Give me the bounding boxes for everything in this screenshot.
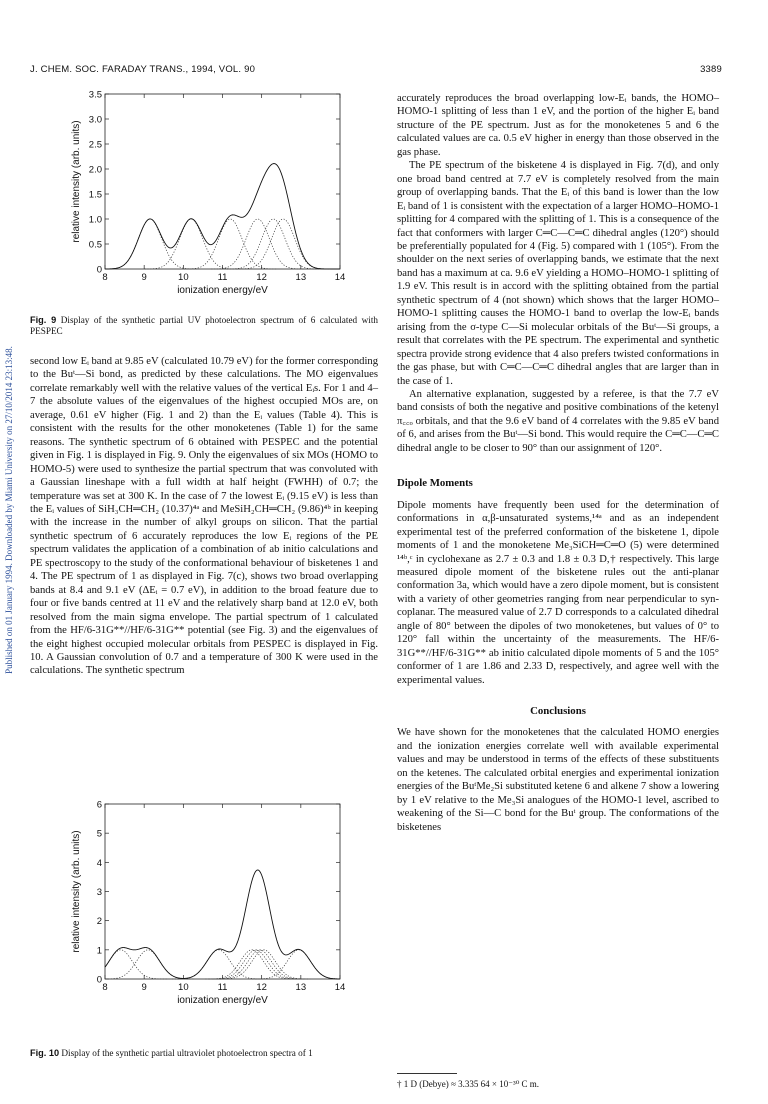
figure-9-caption bbox=[30, 315, 378, 338]
component-band-curve bbox=[105, 950, 167, 979]
dipole-moments-heading: Dipole Moments bbox=[397, 477, 473, 490]
component-band-curve bbox=[211, 219, 304, 269]
x-tick-label: 8 bbox=[102, 272, 108, 283]
x-tick-label: 14 bbox=[334, 272, 346, 283]
download-stamp-text: Published on 01 January 1994. Downloaded by Miami University on 27/10/2014 23:13:48. bbox=[4, 346, 14, 674]
y-tick-label: 0.5 bbox=[88, 239, 102, 251]
y-tick-label: 4 bbox=[96, 857, 102, 869]
figure-9-caption-text: Display of the synthetic partial UV photoelectron spectrum of 6 calculated with PESPEC bbox=[30, 315, 378, 337]
y-tick-label: 1.0 bbox=[88, 214, 102, 226]
y-tick-label: 0 bbox=[96, 264, 102, 276]
component-band-curve bbox=[105, 219, 197, 269]
y-tick-label: 0 bbox=[96, 974, 102, 986]
x-tick-label: 12 bbox=[256, 272, 267, 283]
y-tick-label: 2 bbox=[96, 916, 102, 928]
component-band-curve bbox=[105, 950, 194, 979]
figure-9-svg bbox=[55, 88, 355, 310]
dipole-moments-paragraph: Dipole moments have frequently been used for the determination of conformations in α,β-unsaturated systems,¹⁴ᵃ and as an independent experimental test of the preferred conformation of the bisketene 1, dipole moments of 1 and the monoketene Me₃SiCH═C═O (5) were determined ¹⁴ᵇ,ᶜ in cyclohexane as 2.7 ± 0.3 and 1.8 ± 0.3 D,† respectively. This large measured dipole moment of the bisketene rules out the anti-planar conformation 3a, which would have a zero dipole moment, but is consistent with a variety of other geometries ranging from near perpendicular to syn-coplanar. The measured value of 2.7 D corresponds to a calculated dihedral angle of 80° between the dipoles of two monoketenes, but values of 0° to 120° fall within the uncertainty of the measurements. The HF/6-31G**//HF/6-31G** ab initio calculated dipole moments of 5 and the 105° conformer of 1 are 1.86 and 2.33 D, respectively, and agree well with the experimental values. bbox=[397, 499, 719, 686]
footnote-rule bbox=[397, 1073, 457, 1074]
x-tick-label: 13 bbox=[295, 982, 307, 993]
figure-10-caption bbox=[30, 1048, 378, 1059]
envelope-spectrum-line bbox=[105, 870, 340, 979]
page-number: 3389 bbox=[700, 64, 722, 75]
y-tick-label: 3 bbox=[96, 887, 102, 898]
y-tick-label: 1.5 bbox=[88, 189, 102, 201]
x-tick-label: 14 bbox=[334, 982, 346, 993]
left-paragraph: second low Eᵢ band at 9.85 eV (calculated 10.79 eV) for the former corresponding to the Buᵗ—Si bond, as predicted by these calculations. The MO eigenvalues correlate remarkably well with the relative values of the vertical Eᵢs. For 1 and 4–7 the absolute values of the eigenvalues of the highest occupied MOs are, on average, 0.61 eV higher (Fig. 1 and 2) than the Eᵢ values (Table 4). This is consistent with the results for the other monoketenes (Table 1) for the same reasons. The synthetic spectrum of 6 obtained with PESPEC and the potential given in Fig. 1 is displayed in Fig. 9. Only the eigenvalues of six MOs (HOMO to HOMO-5) were used to synthesize the partial spectrum that was convoluted with a Gaussian lineshape with a full width at half height (FWHH) of 0.7; the temperature was set at 300 K. In the case of 7 the lowest Eᵢ (9.15 eV) is less than the Eᵢ values of SiH₃CH═CH₂ (10.37)⁴ᵃ and MeSiH₂CH═CH₂ (9.86)⁴ᵇ in keeping with the increase in the number of alkyl groups on silicon. That the partial synthetic spectrum of 6 accurately reproduces the low Eᵢ regions of the PE spectrum validates the application of a combination of ab initio calculations and PE spectroscopy to the study of the conformational behaviour of bisketenes 1 and 4. The PE spectrum of 1 as displayed in Fig. 7(c), shows two broad overlapping bands at 8.4 and 9.1 eV (ΔEᵢ = 0.7 eV), in addition to the broad feature due to four or five bands centred at 11 eV and the relatively sharp band at 12.0 eV, both resolved from the main sigma envelope. The partial spectrum of 1 calculated from the HF/6-31G**//HF/6-31G** potential (see Fig. 3) and the eigenvalues of the eight highest occupied molecular orbitals from PESPEC is displayed in Fig. 10. A Gaussian convolution of 0.7 and a temperature of 300 K were used in the calculations. The synthetic spectrum bbox=[30, 356, 378, 677]
x-tick-label: 8 bbox=[102, 982, 108, 993]
x-axis-label: ionization energy/eV bbox=[177, 285, 268, 296]
right-body-text bbox=[397, 92, 719, 834]
download-stamp bbox=[2, 160, 16, 860]
y-tick-label: 6 bbox=[96, 799, 102, 811]
x-tick-label: 10 bbox=[178, 982, 189, 993]
y-tick-label: 2.5 bbox=[88, 139, 102, 151]
x-tick-label: 11 bbox=[217, 272, 228, 283]
x-tick-label: 10 bbox=[178, 272, 189, 283]
figure-9-label: Fig. 9 bbox=[30, 315, 57, 325]
y-tick-label: 1 bbox=[96, 945, 102, 957]
envelope-spectrum-line bbox=[105, 164, 340, 269]
right-paragraph-3: An alternative explanation, suggested by a referee, is that the 7.7 eV band consists of both the negative and positive combinations of the ketenyl π꜀꜀ₒ orbitals, and that the 9.6 eV band of 4 correlates with the 9.85 eV band of 6, and arises from the Buᵗ—Si bond. This would require the C═C—C═C dihedral angle to be closer to 90° than our assignment of 120°. bbox=[397, 388, 719, 454]
x-tick-label: 13 bbox=[295, 272, 307, 283]
figure-10-caption-text: Display of the synthetic partial ultraviolet photoelectron spectra of 1 bbox=[59, 1048, 313, 1058]
figure-10-svg bbox=[55, 798, 355, 1020]
x-tick-label: 12 bbox=[256, 982, 267, 993]
plot-frame bbox=[105, 94, 340, 269]
y-tick-label: 3.5 bbox=[88, 89, 102, 101]
x-tick-label: 9 bbox=[141, 272, 147, 283]
footnote: † 1 D (Debye) ≈ 3.335 64 × 10⁻³⁰ C m. bbox=[397, 1079, 540, 1089]
figure-9-chart bbox=[55, 88, 355, 315]
right-paragraph-1: accurately reproduces the broad overlapping low-Eᵢ bands, the HOMO–HOMO-1 splitting of less than 1 eV, and the portion of the higher Eᵢ band structure of the PE spectrum. Just as for the monoketenes 5 and 6 the calculated values are ca. 0.5 eV higher in energy than those observed in the gas phase. bbox=[397, 93, 719, 158]
figure-10-chart bbox=[55, 798, 355, 1025]
conclusions-paragraph: We have shown for the monoketenes that the calculated HOMO energies and the ionization energies correlate well with available experimental values and may be understood in terms of the effects of these substituents on the ketenes. The calculated orbital energies and experimental ionization energies of the BuᵗMe₂Si substituted ketene 6 and alkene 7 show a lowering by 1 eV relative to the Me₃Si analogues of the HOMO-1 level, ascribed to weakening of the Si—C bond for the Buᵗ group. The conformations of the bisketenes bbox=[397, 727, 719, 833]
journal-header: J. CHEM. SOC. FARADAY TRANS., 1994, VOL. 90 bbox=[30, 64, 256, 75]
y-axis-label: relative intensity (arb. units) bbox=[71, 120, 82, 243]
y-tick-label: 5 bbox=[96, 828, 102, 840]
figure-10-label: Fig. 10 bbox=[30, 1048, 60, 1058]
component-band-curve bbox=[184, 219, 277, 269]
y-axis-label: relative intensity (arb. units) bbox=[71, 830, 82, 953]
y-tick-label: 3.0 bbox=[88, 114, 102, 126]
left-body-text bbox=[30, 355, 378, 678]
y-tick-label: 2.0 bbox=[88, 164, 102, 176]
component-band-curve bbox=[217, 950, 310, 979]
conclusions-heading: Conclusions bbox=[530, 705, 586, 718]
x-tick-label: 9 bbox=[141, 982, 147, 993]
right-paragraph-2: The PE spectrum of the bisketene 4 is displayed in Fig. 7(d), and only one broad band centred at 7.7 eV is completely resolved from the main group of overlapping bands. That the Eᵢ of this band is lower than the low Eᵢ band of 1 is consistent with the expectation of a larger HOMO–HOMO-1 splitting for 4 compared with the splitting of 1. This is a consequence of the fact that conformers with larger C═C—C═C dihedral angles (120°) should be preferentially populated for 4 (Fig. 5) compared with 1 (105°). From the shoulder on the next series of overlapping bands, we estimate that the next band has a maximum at ca. 9.6 eV yielding a HOMO–HOMO-1 splitting of 1.9 eV. This result is in accord with the splitting obtained from the partial synthetic spectrum of 4 (not shown) which shows that the larger HOMO–HOMO-1 splitting causes the HOMO-1 band to overlap the low-Eᵢ bands arising from the σ-type C—Si molecular orbitals of the Buᵗ—Si groups, a result that correlates with the PE spectrum. The experimental and synthetic spectra provide strong evidence that 4 also prefers twisted conformations in the gas phase, but with C═C—C═C dihedral angles that are larger than in the case of 1. bbox=[397, 160, 719, 387]
component-band-curve bbox=[172, 950, 265, 979]
x-tick-label: 11 bbox=[217, 982, 228, 993]
x-axis-label: ionization energy/eV bbox=[177, 995, 268, 1006]
